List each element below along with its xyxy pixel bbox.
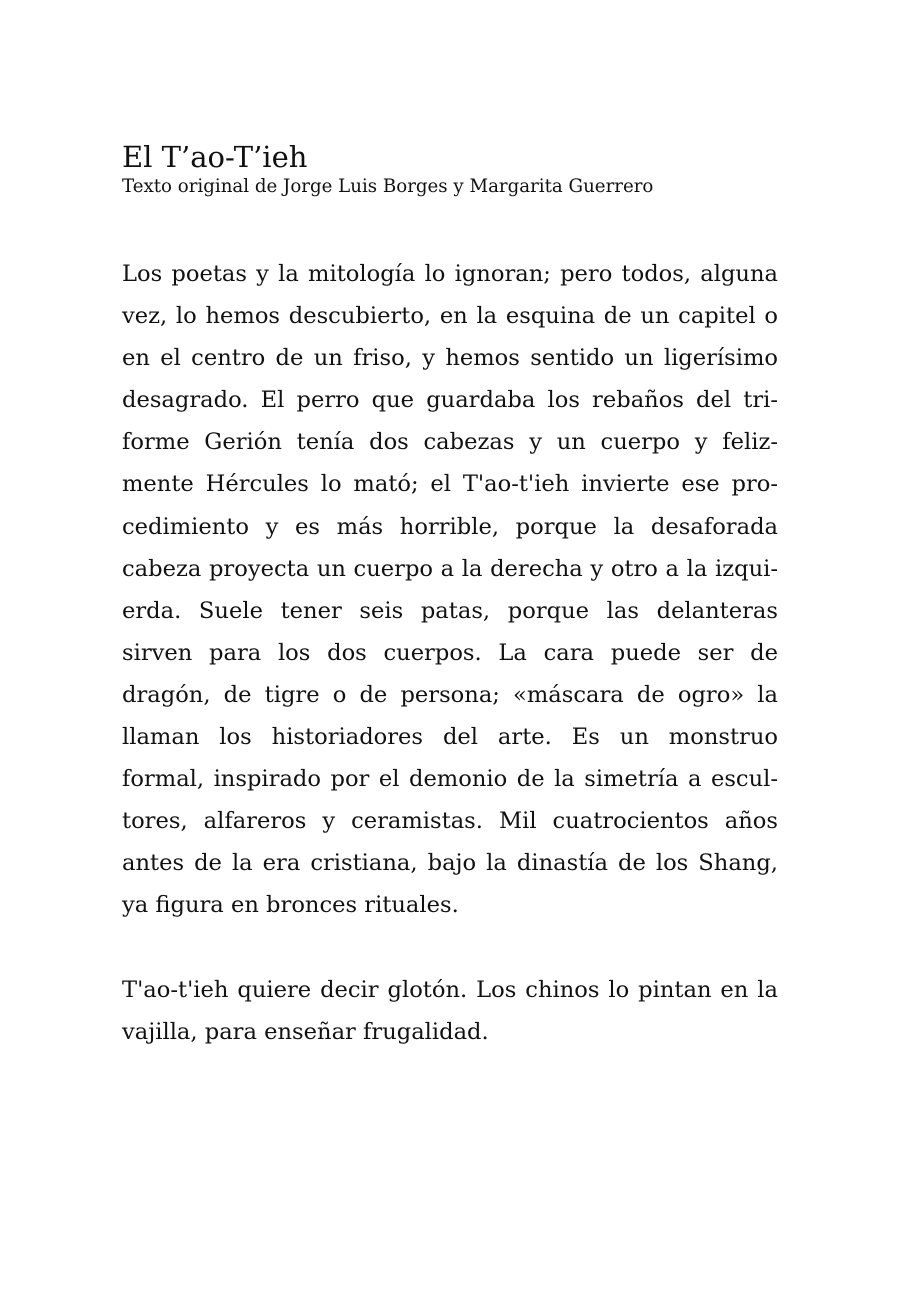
document-subtitle: Texto original de Jorge Luis Borges y Margarita Guerrero: [122, 176, 654, 197]
text-line: Los poetas y la mitología lo ignoran; pero todos, alguna: [122, 261, 778, 287]
text-line: T'ao-t'ieh quiere decir glotón. Los chinos lo pintan en la: [122, 976, 778, 1003]
text-line: tores, alfareros y ceramistas. Mil cuatrocientos años: [122, 808, 778, 835]
text-line: llaman los historiadores del arte. Es un monstruo: [122, 724, 778, 751]
text-line: desagrado. El perro que guardaba los rebaños del tri-: [122, 387, 778, 414]
text-line: antes de la era cristiana, bajo la dinastía de los Shang,: [122, 850, 778, 877]
text-line: mente Hércules lo mató; el T'ao-t'ieh invierte ese pro-: [122, 471, 778, 498]
text-line: forme Gerión tenía dos cabezas y un cuerpo y feliz-: [122, 429, 778, 456]
document-title: El T’ao-T’ieh: [122, 140, 308, 174]
paragraph-gap: [122, 927, 778, 969]
text-line: en el centro de un friso, y hemos sentido un ligerísimo: [122, 345, 778, 372]
text-line: formal, inspirado por el demonio de la simetría a escul-: [122, 766, 778, 793]
text-line: dragón, de tigre o de persona; «máscara de ogro» la: [122, 681, 778, 708]
text-line: ya figura en bronces rituales.: [122, 892, 459, 919]
paragraph-1: [122, 253, 778, 927]
paragraph-2: [122, 969, 778, 1053]
text-line: vez, lo hemos descubierto, en la esquina de un capitel o: [122, 303, 778, 330]
document-page: [122, 138, 778, 1053]
text-line: vajilla, para enseñar frugalidad.: [122, 1018, 489, 1045]
text-line: cedimiento y es más horrible, porque la desaforada: [122, 513, 778, 540]
text-line: sirven para los dos cuerpos. La cara puede ser de: [122, 639, 778, 666]
text-line: erda. Suele tener seis patas, porque las delanteras: [122, 597, 778, 624]
text-line: cabeza proyecta un cuerpo a la derecha y otro a la izqui-: [122, 555, 778, 582]
document-body: [122, 253, 778, 1053]
